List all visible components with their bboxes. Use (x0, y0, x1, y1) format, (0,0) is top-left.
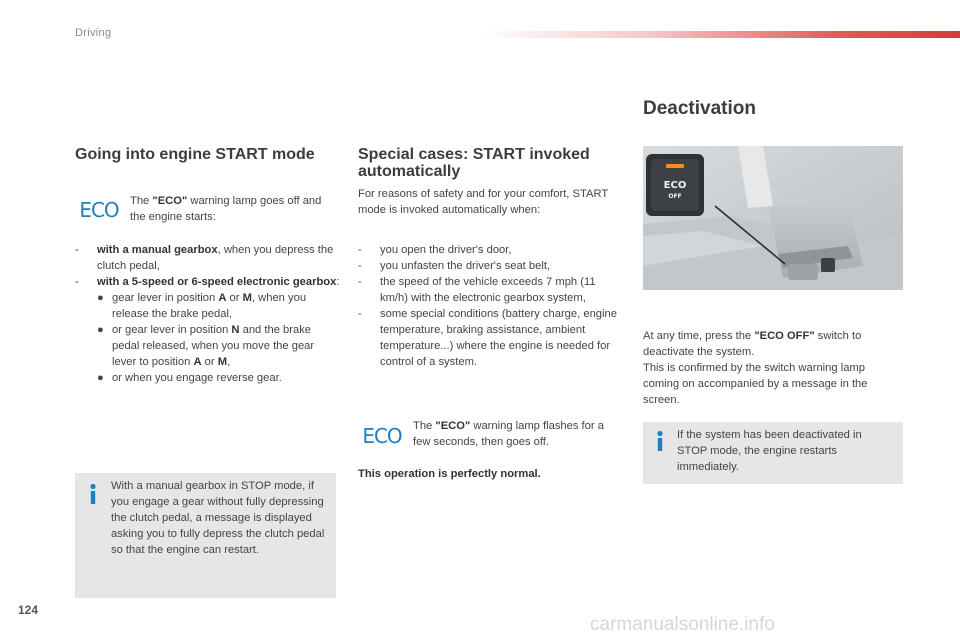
list-item (358, 274, 624, 306)
sub-list (75, 290, 340, 386)
sub-item-part: or (226, 292, 243, 304)
bullet: ● (97, 372, 104, 384)
sub-item-text: or when you engage reverse gear. (112, 372, 282, 384)
col1-intro-pre: The (130, 195, 153, 207)
col2-note-bold: "ECO" (435, 420, 471, 432)
sub-item-text (112, 322, 340, 370)
dash: - (358, 244, 362, 256)
col1-info-text: With a manual gearbox in STOP mode, if you engage a gear without fully depressing the clutch pedal, a message is displayed asking you to fully depress the clutch pedal so that the engine can restart. (111, 480, 325, 556)
col2-intro: For reasons of safety and for your comfort, START mode is invoked automatically when: (358, 188, 608, 216)
list-item-text: some special conditions (battery charge, engine temperature, braking assistance, ambient temperature...) where the engine is needed for control of a system. (380, 308, 617, 368)
col1-intro (130, 193, 330, 225)
dashboard-illustration (643, 146, 903, 290)
eco-warning-icon (357, 425, 407, 447)
list-item-text: the speed of the vehicle exceeds 7 mph (11 km/h) with the electronic gearbox system, (380, 276, 596, 304)
sub-item-bold: M (217, 356, 228, 368)
sub-item-bold: N (231, 324, 240, 336)
list-item (75, 242, 340, 274)
list-item (358, 258, 624, 274)
sub-item-part: , (227, 356, 231, 368)
dash: - (358, 260, 362, 272)
col1-title: Going into engine START mode (75, 146, 315, 163)
sub-item-bold: M (242, 292, 252, 304)
sub-item-part: , when you release the brake pedal, (112, 292, 307, 320)
dash: - (358, 308, 362, 320)
sub-list-item (97, 322, 340, 370)
col2-list (358, 242, 624, 370)
col3-info-box (643, 422, 903, 484)
list-item-text (97, 242, 340, 274)
col2-note (413, 418, 623, 450)
section-label: Driving (75, 27, 112, 39)
info-icon (88, 483, 98, 505)
dash: - (75, 276, 79, 288)
sub-item-bold: A (218, 292, 227, 304)
list-item-rest: : (336, 276, 340, 288)
list-item-text (97, 274, 339, 290)
sub-item-part: gear lever in position (112, 292, 219, 304)
col3-body (643, 328, 903, 360)
col1-intro-post: warning lamp goes off and the engine starts: (130, 195, 322, 223)
eco-icon-label: ECO (362, 424, 402, 448)
sub-item-text (112, 290, 340, 322)
eco-off-button-label-eco: ECO (663, 180, 687, 191)
col3-body-post: switch to deactivate the system. (643, 330, 862, 358)
dash: - (358, 276, 362, 288)
col2-footer: This operation is perfectly normal. (358, 468, 541, 480)
list-item-rest: , when you depress the clutch pedal, (97, 244, 334, 272)
col2-note-post: warning lamp flashes for a few seconds, then goes off. (413, 420, 604, 448)
dash: - (75, 244, 79, 256)
list-item (358, 306, 624, 370)
bullet: ● (97, 324, 104, 336)
list-item-text: you open the driver's door, (380, 244, 512, 256)
col3-body-pre: At any time, press the (643, 330, 755, 342)
info-icon (655, 430, 665, 452)
col2-note-pre: The (413, 420, 436, 432)
list-item-bold: with a manual gearbox (97, 244, 218, 256)
col1-list (75, 242, 340, 386)
list-item-text: you unfasten the driver's seat belt, (380, 260, 551, 272)
col2-title: Special cases: START invoked automatically (358, 146, 590, 180)
col1-info-box (75, 473, 336, 598)
eco-off-button-label-off: OFF (668, 193, 682, 200)
col3-body2: This is confirmed by the switch warning lamp coming on accompanied by a message in the screen. (643, 362, 868, 406)
sub-item-bold: A (193, 356, 202, 368)
sub-item-part: or (201, 356, 218, 368)
col3-body-bold: "ECO OFF" (754, 330, 815, 342)
col3-info-text: If the system has been deactivated in STOP mode, the engine restarts immediately. (677, 429, 862, 473)
list-item (358, 242, 624, 258)
list-item (75, 274, 340, 290)
page-number: 124 (18, 603, 39, 617)
eco-warning-icon (74, 199, 124, 221)
list-item-bold: with a 5-speed or 6-speed electronic gearbox (97, 276, 337, 288)
sub-item-part: and the brake pedal released, when you move the gear lever to position (112, 324, 315, 368)
eco-icon-label: ECO (79, 198, 119, 222)
col3-title: Deactivation (643, 98, 756, 119)
sub-item-part: or gear lever in position (112, 324, 232, 336)
eco-off-switch-photo (643, 146, 903, 290)
watermark: carmanualsonline.info (590, 614, 775, 635)
sub-list-item (97, 370, 340, 386)
sub-list-item (97, 290, 340, 322)
header-bar (480, 31, 960, 38)
bullet: ● (97, 292, 104, 304)
col1-intro-bold: "ECO" (152, 195, 188, 207)
